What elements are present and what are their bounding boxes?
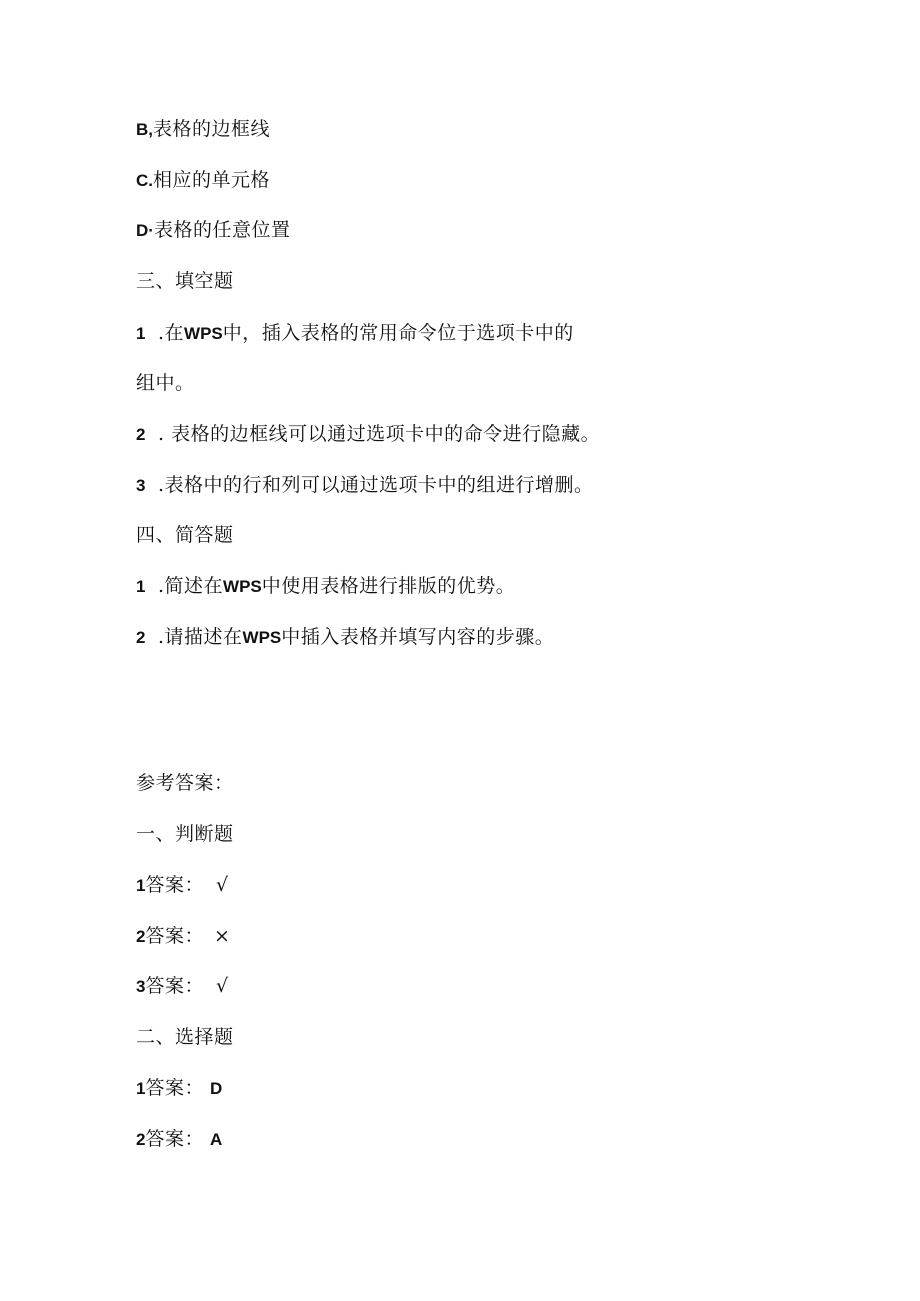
answer-label: 答案： <box>145 1077 204 1099</box>
section-heading-fill-blank: 三、填空题 <box>136 270 234 292</box>
short-answer-item-2 <box>136 624 554 651</box>
option-c <box>136 167 270 194</box>
answer-label: 答案： <box>145 874 204 896</box>
answer-label: 答案： <box>145 1128 204 1150</box>
answer-mc-2 <box>136 1126 222 1153</box>
item-number: 1 <box>136 577 146 596</box>
item-number: 1 <box>136 324 146 343</box>
fill-blank-item-2 <box>136 421 600 448</box>
section-heading-true-false: 一、判断题 <box>136 823 234 845</box>
item-text: 中，插入表格的常用命令位于选项卡中的 <box>222 322 574 344</box>
answer-number: 1 <box>136 876 146 895</box>
answer-number: 3 <box>136 977 146 996</box>
option-text: 表格的边框线 <box>153 118 271 140</box>
fill-blank-item-1-continuation: 组中。 <box>136 372 195 394</box>
option-letter: D· <box>136 221 154 240</box>
section-heading-multiple-choice: 二、选择题 <box>136 1026 234 1048</box>
answer-label: 答案： <box>145 975 204 997</box>
option-d <box>136 217 290 244</box>
section-heading-short-answer: 四、简答题 <box>136 524 234 546</box>
short-answer-item-1 <box>136 573 515 600</box>
answer-value: √ <box>215 975 229 997</box>
option-b <box>136 116 270 143</box>
item-number: 3 <box>136 476 146 495</box>
item-text: .表格中的行和列可以通过选项卡中的组进行增删。 <box>158 474 594 496</box>
item-text: .在 <box>158 322 185 344</box>
item-number: 2 <box>136 425 146 444</box>
item-text-latin: WPS <box>223 577 262 596</box>
answer-mc-1 <box>136 1075 222 1102</box>
answer-value: √ <box>215 874 229 896</box>
item-text: . 表格的边框线可以通过选项卡中的命令进行隐藏。 <box>158 423 601 445</box>
answer-number: 1 <box>136 1079 146 1098</box>
answer-tf-1 <box>136 872 229 899</box>
item-text-latin: WPS <box>242 628 282 647</box>
item-number: 2 <box>136 628 146 647</box>
item-text-latin: WPS <box>184 324 223 343</box>
fill-blank-item-3 <box>136 472 594 499</box>
item-text: .请描述在 <box>158 626 243 648</box>
option-letter: B, <box>136 120 153 139</box>
item-text: .简述在 <box>158 575 224 597</box>
answer-tf-2 <box>136 923 230 950</box>
answer-number: 2 <box>136 1130 146 1149</box>
item-text: 中使用表格进行排版的优势。 <box>261 575 516 597</box>
answer-value: × <box>213 925 231 947</box>
answers-heading: 参考答案： <box>136 772 234 794</box>
item-text: 中插入表格并填写内容的步骤。 <box>281 626 555 648</box>
option-text: 表格的任意位置 <box>153 219 291 241</box>
fill-blank-item-1 <box>136 320 574 347</box>
answer-value: A <box>209 1130 223 1149</box>
option-text: 相应的单元格 <box>153 169 271 191</box>
answer-tf-3 <box>136 973 229 1000</box>
answer-value: D <box>209 1079 223 1098</box>
answer-label: 答案： <box>145 925 204 947</box>
answer-number: 2 <box>136 927 146 946</box>
option-letter: C. <box>136 171 153 190</box>
